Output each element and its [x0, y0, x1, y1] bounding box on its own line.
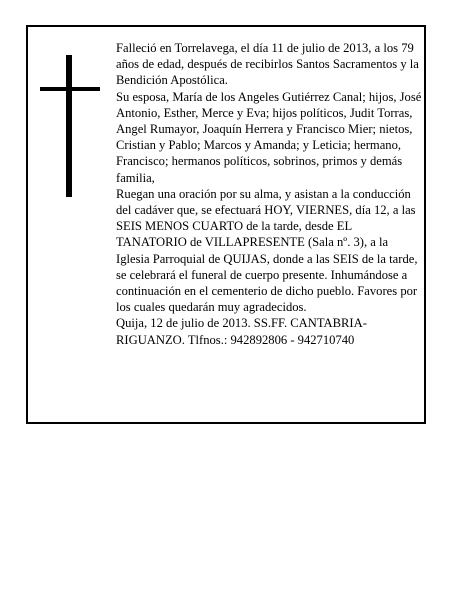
funeral-details: Ruegan una oración por su alma, y asistan a la conducción del cadáver que, se efectuará HOY, VIERNES, día 12, a las SEIS MENOS CUARTO de la tarde, desde EL TANATORIO de VILLAPRESENTE (Sala nº. 3), a la Iglesia Parroquial de QUIJAS, donde a las SEIS de la tarde, se celebrará el funeral de cuerpo presente. Inhumándose a continuación en el cementerio de dicho pueblo. Favores por los cuales quedarán muy agradecidos.: [116, 186, 418, 315]
cross-icon: [40, 55, 100, 197]
death-announcement: Falleció en Torrelavega, el día 11 de julio de 2013, a los 79 años de edad, después de recibirlos Santos Sacramentos y la Bendición Apostólica.: [116, 41, 419, 88]
cross-vertical-bar: [66, 55, 72, 197]
cross-horizontal-bar: [40, 87, 100, 91]
family-list: Su esposa, María de los Angeles Gutiérrez Canal; hijos, José Antonio, Esther, Merce y Eva; hijos políticos, Judit Torras, Angel Rumayor, Joaquín Herrera y Francisco Mier; nietos, Cristian y Pablo; Marcos y Amanda; y Leticia; hermano, Francisco; hermanos políticos, sobrinos, primos y demás familia,: [116, 89, 422, 185]
obituary-notice: [26, 25, 426, 424]
obituary-text: [116, 40, 422, 348]
funeral-home-contact: Quija, 12 de julio de 2013. SS.FF. CANTABRIA-RIGUANZO. Tlfnos.: 942892806 - 942710740: [116, 316, 367, 347]
